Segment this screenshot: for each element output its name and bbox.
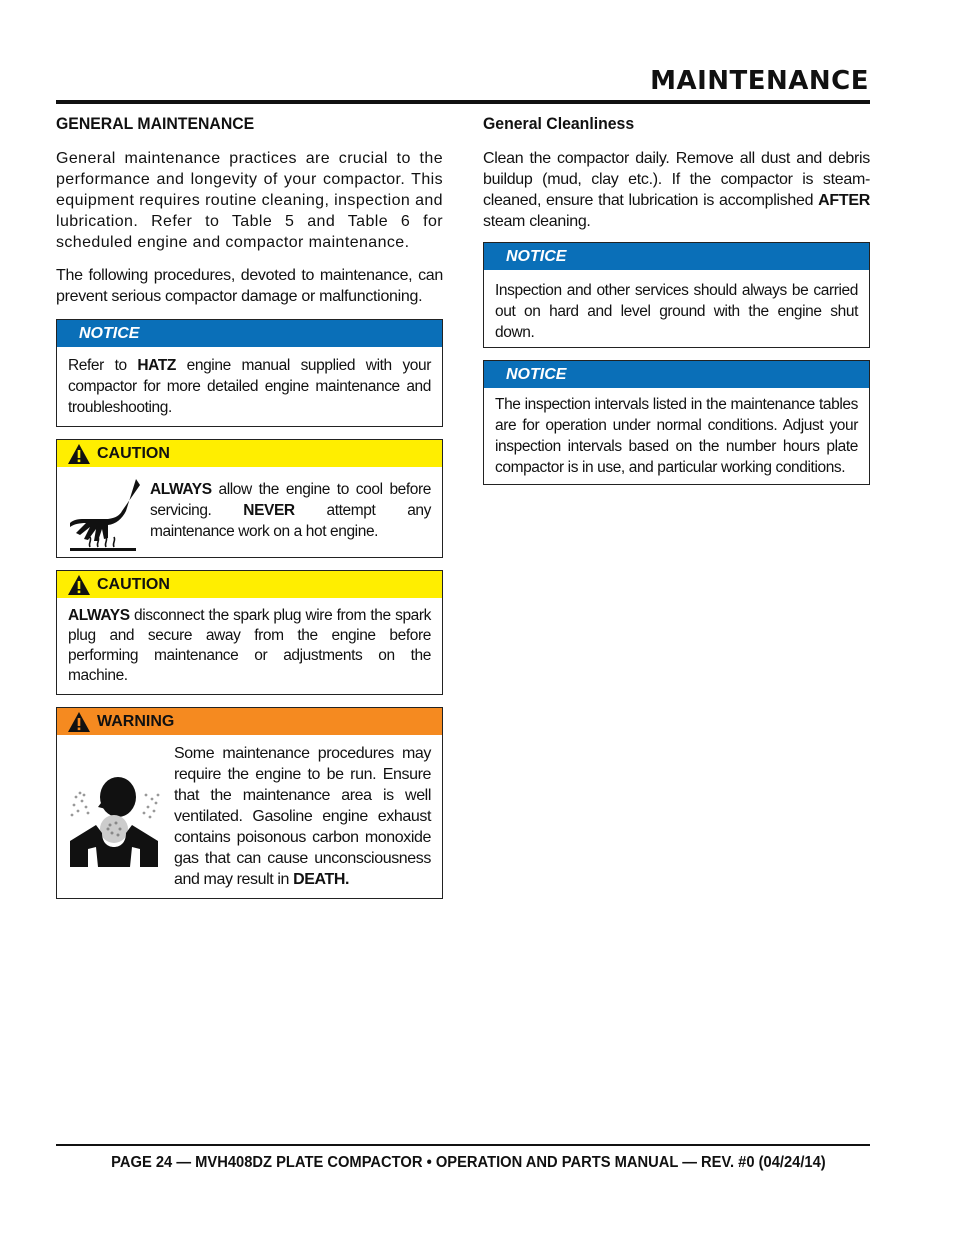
- general-cleanliness-paragraph: [483, 148, 870, 232]
- notice-box-level-ground: [483, 242, 870, 348]
- caution-text-1: allow the engine to cool before servicing.: [150, 481, 431, 519]
- notice-header: [57, 320, 442, 347]
- general-maintenance-paragraph-1: General maintenance practices are crucial to the performance and longevity of your compactor. This equipment requires routine cleaning, inspection and lubrication. Refer to Table 5 and Table 6 for scheduled engine and compactor maintenance.: [56, 150, 443, 251]
- warning-exhaust-text: [174, 743, 431, 890]
- notice-level-ground-text: Inspection and other services should always be carried out on hard and level ground with the engine shut down.: [495, 282, 858, 341]
- notice-label: NOTICE: [79, 324, 140, 342]
- footer-rule: [56, 1144, 870, 1146]
- caution-spark-plug-text: disconnect the spark plug wire from the spark plug and secure away from the engine before performing maintenance or adjustments on the machine.: [68, 607, 431, 684]
- left-column: [56, 114, 443, 911]
- notice-body: [57, 347, 442, 426]
- warning-triangle-icon: [67, 711, 91, 733]
- header-rule: [56, 100, 870, 104]
- right-column: [483, 114, 870, 497]
- caution-bold-never: NEVER: [243, 502, 295, 519]
- caution-box-hot-engine: [56, 439, 443, 558]
- cleanliness-text-b: steam cleaning.: [483, 213, 591, 230]
- warning-box-exhaust: [56, 707, 443, 899]
- notice-bold-hatz: HATZ: [137, 357, 176, 374]
- caution-hot-engine-text: [150, 473, 431, 542]
- notice-body: [484, 388, 869, 484]
- warning-bold-death: DEATH.: [293, 871, 350, 888]
- cleanliness-text-a: Clean the compactor daily. Remove all dust and debris buildup (mud, clay etc.). If the compactor is steam-cleaned, ensure that lubrication is accomplished: [483, 150, 870, 209]
- cleanliness-bold-after: AFTER: [818, 192, 870, 209]
- notice-header: [484, 361, 869, 388]
- caution-bold-always: ALWAYS: [68, 607, 130, 624]
- general-maintenance-paragraph-2: The following procedures, devoted to maintenance, can prevent serious compactor damage or malfunctioning.: [56, 267, 443, 305]
- warning-text: Some maintenance procedures may require the engine to be run. Ensure that the maintenance area is well ventilated. Gasoline engine exhaust contains poisonous carbon monoxide gas that can cause unconsciousness and may result in: [174, 745, 431, 888]
- page-title: MAINTENANCE: [650, 66, 869, 96]
- toxic-fumes-person-icon: [68, 767, 164, 877]
- notice-box-inspection-intervals: [483, 360, 870, 485]
- notice-label: NOTICE: [506, 247, 567, 265]
- caution-label: CAUTION: [97, 444, 170, 462]
- general-cleanliness-heading: General Cleanliness: [483, 114, 635, 133]
- warning-header: [57, 708, 442, 735]
- notice-body: [484, 270, 869, 347]
- page-footer: PAGE 24 — MVH408DZ PLATE COMPACTOR • OPERATION AND PARTS MANUAL — REV. #0 (04/24/14): [111, 1154, 826, 1171]
- hot-surface-hand-icon: [68, 475, 146, 553]
- warning-label: WARNING: [97, 712, 175, 730]
- caution-box-spark-plug: [56, 570, 443, 695]
- notice-text-a: Refer to: [68, 357, 138, 374]
- caution-body: [57, 598, 442, 694]
- caution-bold-always: ALWAYS: [150, 481, 212, 498]
- caution-header: [57, 440, 442, 467]
- notice-inspection-text: The inspection intervals listed in the maintenance tables are for operation under normal conditions. Adjust your inspection intervals based on the number hours plate compactor is in use, and particular working conditions.: [495, 396, 858, 476]
- caution-label: CAUTION: [97, 575, 170, 593]
- notice-label: NOTICE: [506, 365, 567, 383]
- notice-text-b: engine manual supplied with your compactor for more detailed engine maintenance and troubleshooting.: [68, 357, 431, 416]
- caution-body: [57, 467, 442, 557]
- notice-box-hatz: [56, 319, 443, 427]
- warning-triangle-icon: [67, 574, 91, 596]
- general-maintenance-heading: GENERAL MAINTENANCE: [56, 114, 255, 133]
- notice-header: [484, 243, 869, 270]
- warning-triangle-icon: [67, 443, 91, 465]
- caution-header: [57, 571, 442, 598]
- warning-body: [57, 735, 442, 898]
- caution-text-2: attempt any maintenance work on a hot engine.: [150, 502, 431, 540]
